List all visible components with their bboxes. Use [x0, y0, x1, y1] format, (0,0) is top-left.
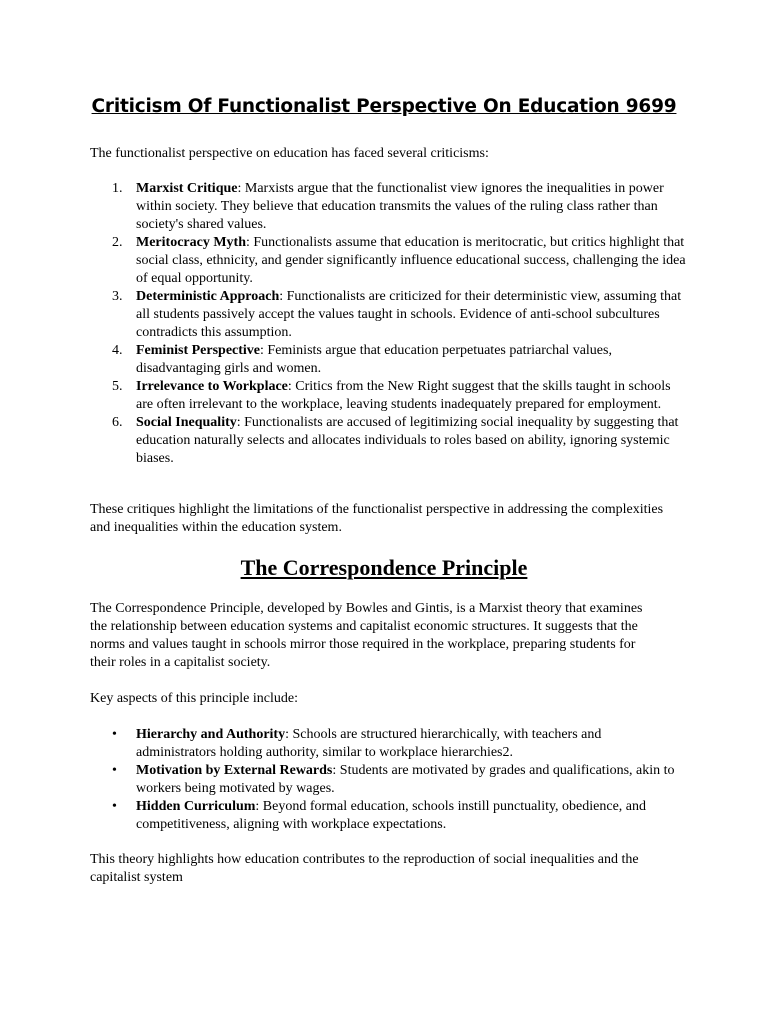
aspect-text: : Beyond formal education, schools instill punctuality, obedience, and competitiveness, aligning with workplace expectations. — [136, 799, 647, 832]
bullet-icon: • — [112, 799, 117, 814]
list-number: 5. — [112, 379, 123, 394]
aspect-term: Hierarchy and Authority — [136, 727, 286, 742]
criticism-term: Irrelevance to Workplace — [136, 379, 288, 394]
criticisms-list — [90, 180, 690, 468]
criticism-text: : Marxists argue that the functionalist view ignores the inequalities in power within society. They believe that education transmits the values of the ruling class rather than society's shared values. — [136, 181, 664, 232]
section-heading: The Correspondence Principle — [240, 555, 528, 580]
list-item — [90, 342, 690, 378]
list-item — [90, 726, 680, 762]
bullet-icon: • — [112, 763, 117, 778]
key-aspects-intro: Key aspects of this principle include: — [90, 691, 298, 706]
list-number: 2. — [112, 235, 123, 250]
list-item — [90, 762, 680, 798]
criticism-term: Deterministic Approach — [136, 289, 280, 304]
aspects-list — [90, 726, 680, 834]
criticism-term: Meritocracy Myth — [136, 235, 246, 250]
list-number: 3. — [112, 289, 123, 304]
aspect-term: Hidden Curriculum — [136, 799, 256, 814]
conclusion-paragraph: These critiques highlight the limitations of the functionalist perspective in addressing the complexities and inequalities within the education system. — [90, 502, 664, 535]
aspect-text: : Students are motivated by grades and qualifications, akin to workers being motivated by wages. — [136, 763, 675, 796]
criticism-text: : Critics from the New Right suggest that the skills taught in schools are often irrelevant to the workplace, leaving students inadequately prepared for employment. — [136, 379, 671, 412]
list-number: 1. — [112, 181, 123, 196]
list-number: 4. — [112, 343, 123, 358]
final-paragraph: This theory highlights how education contributes to the reproduction of social inequalities and the capitalist system — [90, 852, 639, 885]
list-item — [90, 234, 690, 288]
list-item — [90, 378, 690, 414]
aspect-text: : Schools are structured hierarchically, with teachers and administrators holding authority, similar to workplace hierarchies2. — [136, 727, 602, 760]
aspect-term: Motivation by External Rewards — [136, 763, 333, 778]
list-item — [90, 288, 690, 342]
criticism-text: : Functionalists are accused of legitimizing social inequality by suggesting that education naturally selects and allocates individuals to roles based on ability, ignoring systemic biases. — [136, 415, 679, 466]
intro-paragraph: The functionalist perspective on education has faced several criticisms: — [90, 146, 489, 161]
criticism-text: : Functionalists are criticized for their deterministic view, assuming that all students passively accept the values taught in schools. Evidence of anti-school subcultures contradicts this assumption. — [136, 289, 682, 340]
criticism-term: Marxist Critique — [136, 181, 238, 196]
list-item — [90, 414, 690, 468]
criticism-term: Feminist Perspective — [136, 343, 261, 358]
list-item — [90, 180, 690, 234]
bullet-icon: • — [112, 727, 117, 742]
principle-paragraph: The Correspondence Principle, developed by Bowles and Gintis, is a Marxist theory that examines the relationship between education systems and capitalist economic structures. It suggests that the norms and values taught in schools mirror those required in the workplace, preparing students for their roles in a capitalist society. — [90, 601, 643, 670]
document-title: Criticism Of Functionalist Perspective On Education 9699 — [91, 96, 677, 117]
list-number: 6. — [112, 415, 123, 430]
criticism-text: : Functionalists assume that education is meritocratic, but critics highlight that social class, ethnicity, and gender significantly influence educational success, challenging the idea of equal opportunity. — [136, 235, 686, 286]
list-item — [90, 798, 680, 834]
criticism-term: Social Inequality — [136, 415, 237, 430]
criticism-text: : Feminists argue that education perpetuates patriarchal values, disadvantaging girls and women. — [136, 343, 612, 376]
